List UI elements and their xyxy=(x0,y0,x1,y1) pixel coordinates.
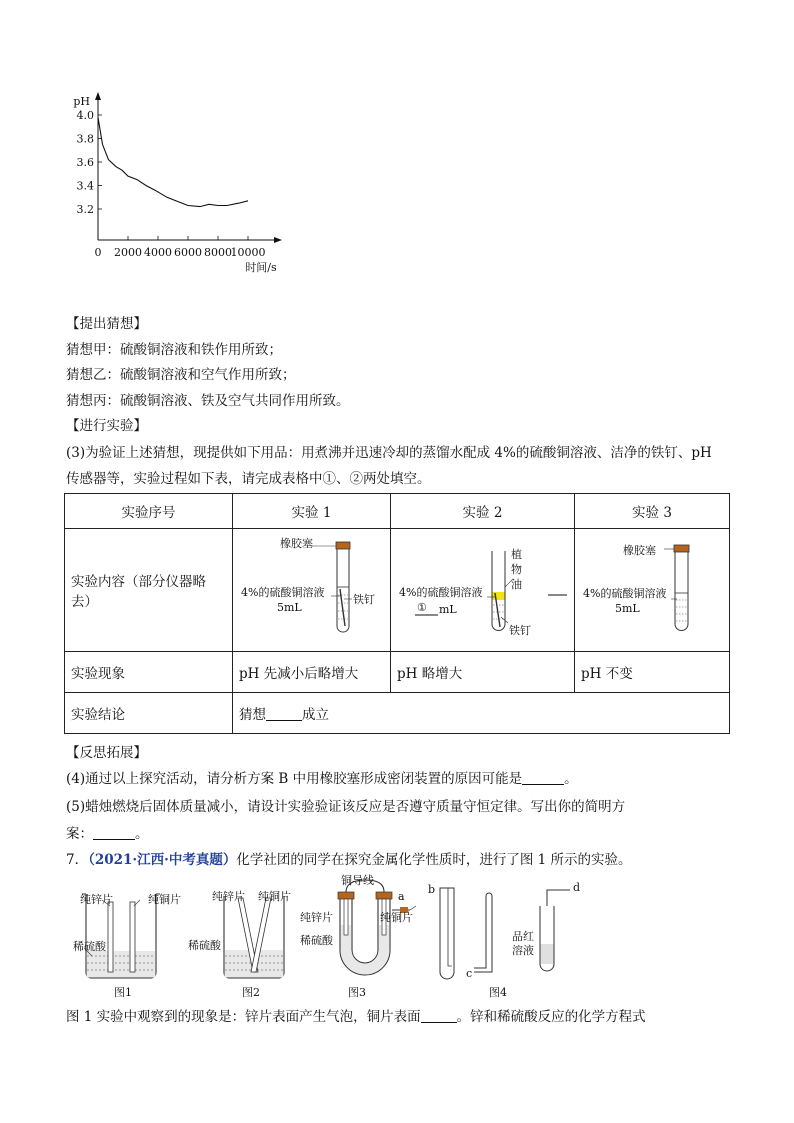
fig3-caption: 图3 xyxy=(348,986,366,999)
fig3-zinc-label: 纯锌片 xyxy=(300,911,333,924)
x-tick-label: 2000 xyxy=(114,246,142,259)
exp1-nail-label: 铁钉 xyxy=(353,593,375,606)
question-7-stem: 7．（2021·江西·中考真题）化学社团的同学在探究金属化学性质时，进行了图 1 所示的实验。 xyxy=(66,852,632,868)
fig4-c-label: c xyxy=(466,967,473,980)
header-experiment-1: 实验 1 xyxy=(233,494,391,529)
phenomenon-2: pH 略增大 xyxy=(391,652,575,693)
y-axis-label: pH xyxy=(73,95,90,108)
x-tick-label: 10000 xyxy=(230,246,266,259)
fig2-acid-label: 稀硫酸 xyxy=(188,939,221,952)
x-tick-label: 8000 xyxy=(204,246,232,259)
phenomenon-1: pH 先减小后略增大 xyxy=(233,652,391,693)
table-conclusion-row xyxy=(65,693,730,734)
blank-1-label: ① xyxy=(417,601,427,614)
fig2-zinc-label: 纯锌片 xyxy=(212,890,245,903)
exp3-volume-label: 5mL xyxy=(615,602,640,615)
phenomenon-3: pH 不变 xyxy=(575,652,730,693)
hypothesis-b: 猜想乙：硫酸铜溶液和空气作用所致； xyxy=(66,367,296,383)
fig3-wire-label: 铜导线 xyxy=(341,874,374,887)
table-header-row xyxy=(65,494,730,529)
fig4-d-label: d xyxy=(573,881,581,894)
experiment-heading: 【进行实验】 xyxy=(66,418,147,434)
question-5-line-1: (5)蜡烛燃烧后固体质量减小，请设计实验验证该反应是否遵守质量守恒定律。写出你的简明方 xyxy=(66,799,626,815)
y-tick-label: 3.6 xyxy=(76,156,94,169)
fig3-acid-label: 稀硫酸 xyxy=(300,934,333,947)
header-experiment-3: 实验 3 xyxy=(575,494,730,529)
exp2-oil-label: 植 物 油 xyxy=(511,548,522,591)
fig1-caption: 图1 xyxy=(114,986,132,999)
x-tick-label: 4000 xyxy=(144,246,172,259)
fig3-a-label: a xyxy=(398,890,405,903)
table-content-row xyxy=(65,529,730,652)
question-4: (4)通过以上探究活动，请分析方案 B 中用橡胶塞形成密闭装置的原因可能是 。 xyxy=(66,771,578,787)
x-tick-label: 6000 xyxy=(174,246,202,259)
question-3-line-1: (3)为验证上述猜想，现提供如下用品：用煮沸并迅速冷却的蒸馏水配成 4%的硫酸铜溶液、洁净的铁钉、pH xyxy=(66,445,712,461)
exp1-volume-label: 5mL xyxy=(277,601,302,614)
fig1-acid-label: 稀硫酸 xyxy=(73,940,106,953)
fig1-copper-label: 纯铜片 xyxy=(148,893,181,906)
blank-hypothesis[interactable] xyxy=(266,707,302,722)
header-experiment-no: 实验序号 xyxy=(65,494,233,529)
blank-q4[interactable] xyxy=(522,771,564,786)
header-experiment-2: 实验 2 xyxy=(391,494,575,529)
x-axis-arrow xyxy=(274,237,282,243)
fig2-copper-label: 纯铜片 xyxy=(258,890,291,903)
fig1-zinc-label: 纯锌片 xyxy=(80,893,113,906)
y-tick-label: 3.2 xyxy=(76,203,94,216)
y-axis-arrow xyxy=(95,92,101,100)
reflection-heading: 【反思拓展】 xyxy=(66,745,147,761)
fig4-solution-label: 品红 溶液 xyxy=(512,930,534,957)
table-phenomenon-row xyxy=(65,652,730,693)
question-7-last-line: 图 1 实验中观察到的现象是：锌片表面产生气泡，铜片表面 。锌和稀硫酸反应的化学方程式 xyxy=(66,1009,646,1025)
exp1-solution-label: 4%的硫酸铜溶液 xyxy=(241,586,325,599)
fig3-copper-label: 纯铜片 xyxy=(380,911,413,924)
blank-q5[interactable] xyxy=(93,826,135,841)
blank-copper-surface[interactable] xyxy=(421,1009,457,1024)
exp3-solution-label: 4%的硫酸铜溶液 xyxy=(583,587,667,600)
hypothesis-c: 猜想丙：硫酸铜溶液、铁及空气共同作用所致。 xyxy=(66,393,350,409)
row-label-content: 实验内容（部分仪器略去） xyxy=(65,529,233,652)
question-3-line-2: 传感器等，实验过程如下表，请完成表格中①、②两处填空。 xyxy=(66,471,431,487)
fig2-caption: 图2 xyxy=(242,986,260,999)
question-5-line-2: 案： 。 xyxy=(66,826,149,842)
hypothesis-a: 猜想甲：硫酸铜溶液和铁作用所致； xyxy=(66,342,282,358)
y-tick-label: 4.0 xyxy=(76,109,94,122)
conclusion-cell: 猜想 成立 xyxy=(233,693,730,734)
exp1-stopper-label: 橡胶塞 xyxy=(280,537,313,550)
row-label-conclusion: 实验结论 xyxy=(65,693,233,734)
row-label-phenomenon: 实验现象 xyxy=(65,652,233,693)
y-tick-label: 3.8 xyxy=(76,132,94,146)
y-tick-label: 3.4 xyxy=(76,179,94,193)
exp2-solution-label: 4%的硫酸铜溶液 xyxy=(399,586,483,599)
fig4-b-label: b xyxy=(428,883,436,896)
experiment-table xyxy=(64,493,730,734)
x-tick-label: 0 xyxy=(94,246,102,259)
fig4-caption: 图4 xyxy=(489,986,507,999)
exp3-stopper-label: 橡胶塞 xyxy=(623,544,656,557)
exp2-nail-label: 铁钉 xyxy=(509,624,531,637)
ph-curve xyxy=(98,117,248,206)
ph-time-chart xyxy=(60,88,290,298)
figure-4-tubes xyxy=(430,878,580,983)
hypothesis-heading: 【提出猜想】 xyxy=(66,316,147,332)
exp2-volume-label: mL xyxy=(439,603,457,616)
x-axis-label: 时间/s xyxy=(245,261,277,274)
